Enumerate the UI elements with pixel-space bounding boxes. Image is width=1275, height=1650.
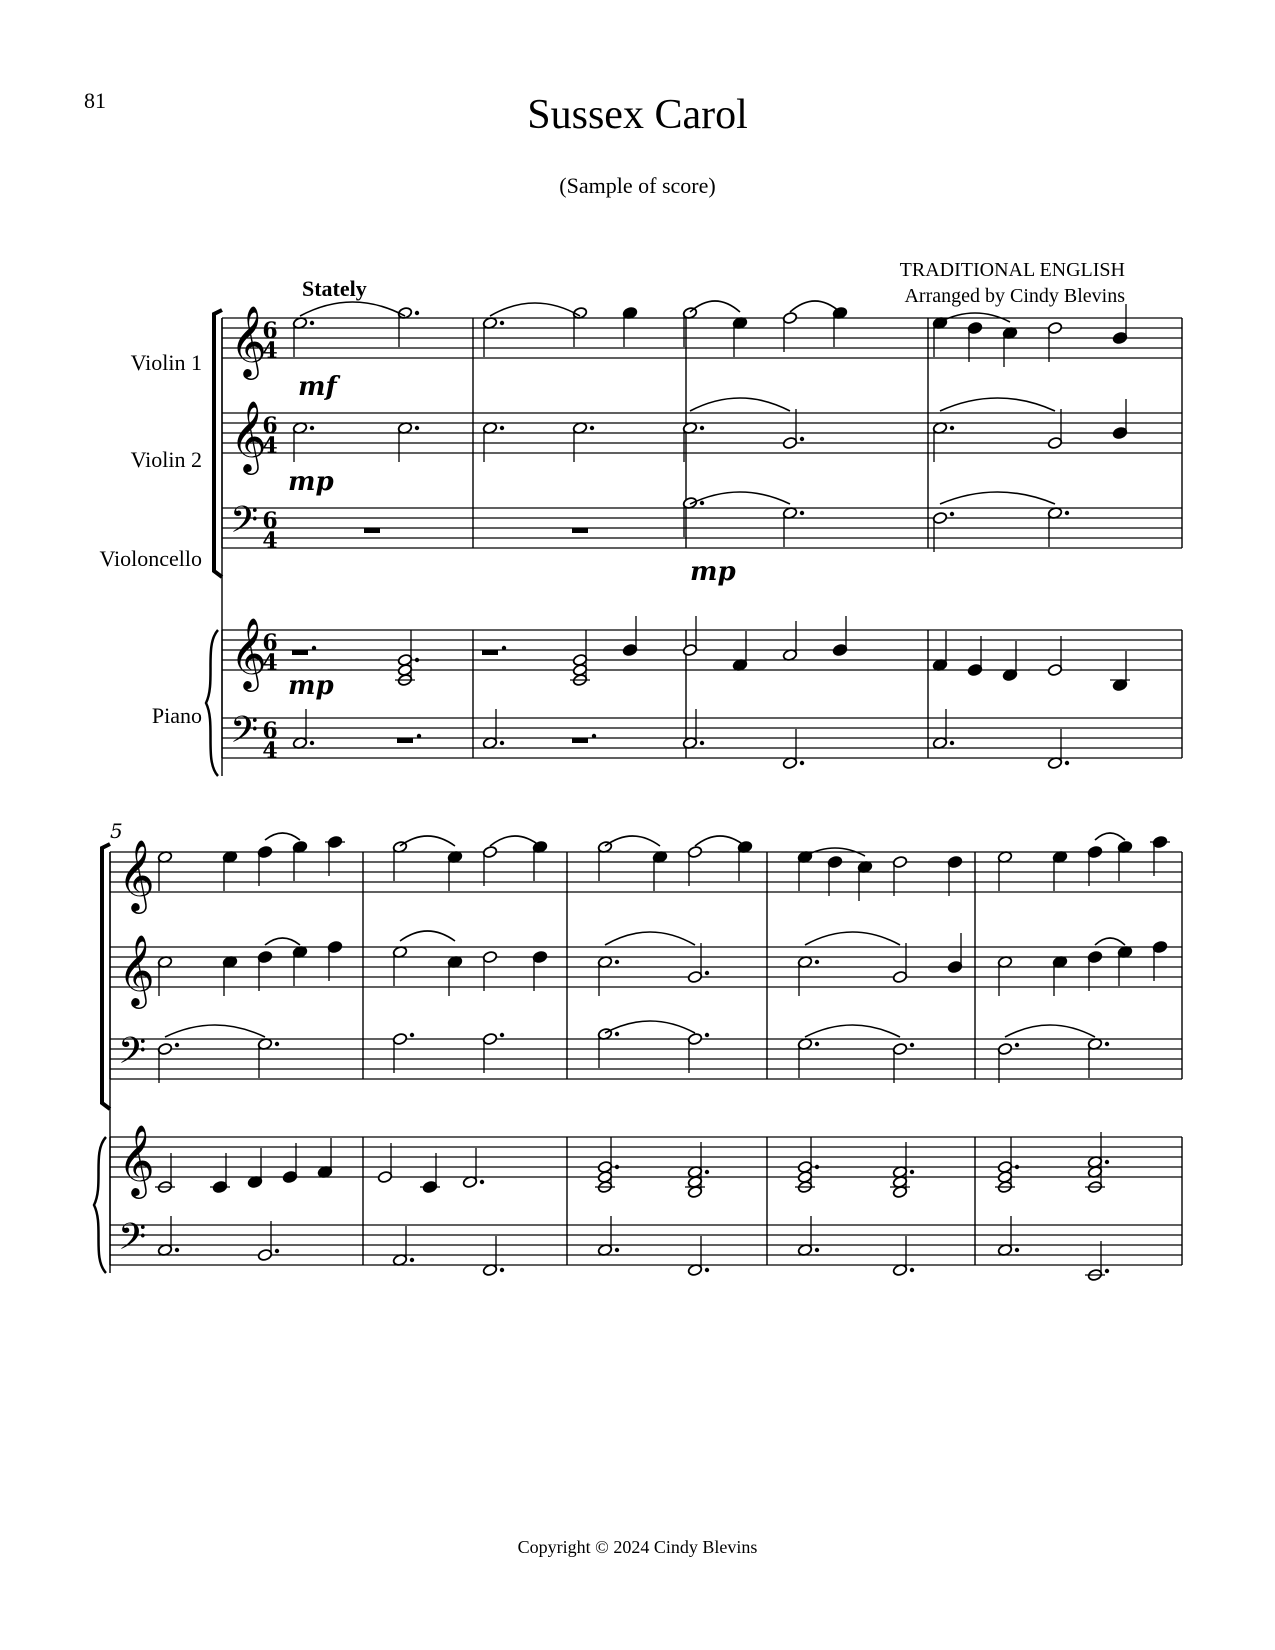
bass-clef-icon: 𝄢 — [230, 499, 259, 550]
dynamic-violin2: mp — [288, 467, 334, 497]
slur — [165, 1025, 265, 1037]
slur — [690, 492, 790, 504]
string-bracket — [102, 844, 110, 1109]
instrument-label-cello: Violoncello — [99, 546, 202, 571]
note-dot — [815, 960, 819, 964]
slur — [265, 833, 300, 840]
page-number: 81 — [84, 88, 106, 113]
time-signature-top: 6 — [262, 508, 278, 534]
slur — [265, 938, 300, 945]
treble-clef-icon: 𝄞 — [230, 304, 267, 377]
note-dot — [910, 1043, 914, 1047]
time-signature-top: 6 — [262, 630, 278, 656]
note-dot — [410, 1258, 414, 1262]
slur — [605, 932, 695, 945]
slur — [690, 398, 790, 411]
measure-numbers — [110, 819, 123, 843]
note-dot — [1015, 1043, 1019, 1047]
note-dot — [815, 1165, 819, 1169]
note-dot — [700, 501, 704, 505]
string-bracket — [214, 310, 222, 577]
note-dot — [500, 1268, 504, 1272]
barlines — [110, 318, 1182, 1273]
note-dot — [175, 1043, 179, 1047]
note-dot — [615, 960, 619, 964]
copyright-footer: Copyright © 2024 Cindy Blevins — [517, 1537, 758, 1557]
note-dot — [705, 1033, 709, 1037]
note-dot — [700, 741, 704, 745]
note-dot — [310, 741, 314, 745]
measure-number: 5 — [110, 819, 123, 843]
note-dot — [1065, 761, 1069, 765]
treble-clef-icon: 𝄞 — [230, 616, 267, 689]
note-dot — [615, 1165, 619, 1169]
composer-credit: TRADITIONAL ENGLISH — [899, 259, 1125, 281]
dynamic-piano: mp — [288, 671, 334, 701]
rest — [482, 650, 498, 655]
piano-brace — [94, 1137, 106, 1273]
note-dot — [705, 971, 709, 975]
slur — [695, 836, 745, 846]
tempo-marking: Stately — [302, 276, 367, 301]
note-dot — [700, 426, 704, 430]
note-dot — [950, 426, 954, 430]
slur — [400, 836, 455, 846]
note-dot — [950, 512, 954, 516]
note-dot — [592, 734, 596, 738]
treble-clef-icon: 𝄞 — [118, 933, 155, 1006]
staff-lines — [110, 318, 1182, 1265]
note-dot — [910, 1170, 914, 1174]
treble-clef-icon: 𝄞 — [230, 399, 267, 472]
slur — [805, 932, 900, 945]
note-dot — [615, 1032, 619, 1036]
slur — [490, 303, 580, 316]
note-dot — [815, 1248, 819, 1252]
note-dot — [310, 321, 314, 325]
arranger-credit: Arranged by Cindy Blevins — [904, 285, 1125, 307]
note-dot — [275, 1042, 279, 1046]
system-brackets — [94, 310, 222, 1273]
slur — [690, 301, 740, 312]
note-dot — [950, 741, 954, 745]
instrument-label-piano: Piano — [151, 703, 202, 728]
slur — [805, 1025, 900, 1037]
note-dot — [415, 658, 419, 662]
note-dot — [312, 646, 316, 650]
slur — [605, 1021, 695, 1033]
note-dot — [275, 1249, 279, 1253]
note-dot — [175, 1248, 179, 1252]
note-dot — [500, 1033, 504, 1037]
time-signature-bottom: 4 — [262, 433, 278, 459]
note-dot — [800, 511, 804, 515]
note-dot — [1065, 511, 1069, 515]
treble-clef-icon: 𝄞 — [118, 1123, 155, 1196]
time-signature-bottom: 4 — [262, 738, 278, 764]
note-dot — [500, 321, 504, 325]
slur — [1005, 1025, 1095, 1037]
note-dot — [910, 1268, 914, 1272]
rest — [572, 528, 588, 533]
bass-clef-icon: 𝄢 — [118, 1216, 147, 1267]
slur — [940, 492, 1055, 504]
treble-clef-icon: 𝄞 — [118, 838, 155, 911]
note-dot — [410, 1033, 414, 1037]
instrument-label-violin2: Violin 2 — [130, 447, 202, 472]
notes — [155, 301, 1170, 1282]
slur — [490, 836, 540, 846]
note-dot — [1105, 1042, 1109, 1046]
note-dot — [1105, 1269, 1109, 1273]
dynamic-violin1: mf — [298, 372, 337, 402]
time-signature-top: 6 — [262, 413, 278, 439]
score-title: Sussex Carol — [527, 92, 748, 138]
dynamic-cello: mp — [690, 557, 736, 587]
piano-brace — [206, 630, 218, 776]
note-dot — [415, 311, 419, 315]
note-dot — [415, 426, 419, 430]
score-subtitle: (Sample of score) — [559, 173, 716, 198]
rest — [572, 738, 588, 743]
time-signatures — [262, 318, 277, 764]
note-dot — [1015, 1248, 1019, 1252]
rest — [364, 528, 380, 533]
note-dot — [800, 437, 804, 441]
bass-clef-icon: 𝄢 — [118, 1030, 147, 1081]
time-signature-top: 6 — [262, 718, 278, 744]
bass-clef-icon: 𝄢 — [230, 709, 259, 760]
slur — [1095, 938, 1125, 945]
slur — [300, 302, 405, 316]
note-dot — [1105, 1160, 1109, 1164]
rest — [292, 650, 308, 655]
slur — [400, 931, 455, 941]
clefs — [118, 304, 267, 1267]
time-signature-bottom: 4 — [262, 528, 278, 554]
slur — [605, 836, 660, 846]
instrument-label-violin1: Violin 1 — [130, 350, 202, 375]
note-dot — [480, 1180, 484, 1184]
rest — [397, 738, 413, 743]
note-dot — [1015, 1165, 1019, 1169]
slur — [790, 301, 840, 312]
note-dot — [500, 426, 504, 430]
note-dot — [705, 1268, 709, 1272]
note-dot — [800, 761, 804, 765]
time-signature-top: 6 — [262, 318, 278, 344]
slur — [940, 398, 1055, 411]
note-dot — [705, 1170, 709, 1174]
note-dot — [502, 646, 506, 650]
time-signature-bottom: 4 — [262, 650, 278, 676]
note-dot — [310, 426, 314, 430]
note-dot — [500, 741, 504, 745]
note-dot — [815, 1042, 819, 1046]
note-dot — [417, 734, 421, 738]
slur — [1095, 833, 1125, 840]
note-dot — [615, 1248, 619, 1252]
dynamics — [288, 372, 736, 701]
time-signature-bottom: 4 — [262, 338, 278, 364]
note-dot — [590, 426, 594, 430]
